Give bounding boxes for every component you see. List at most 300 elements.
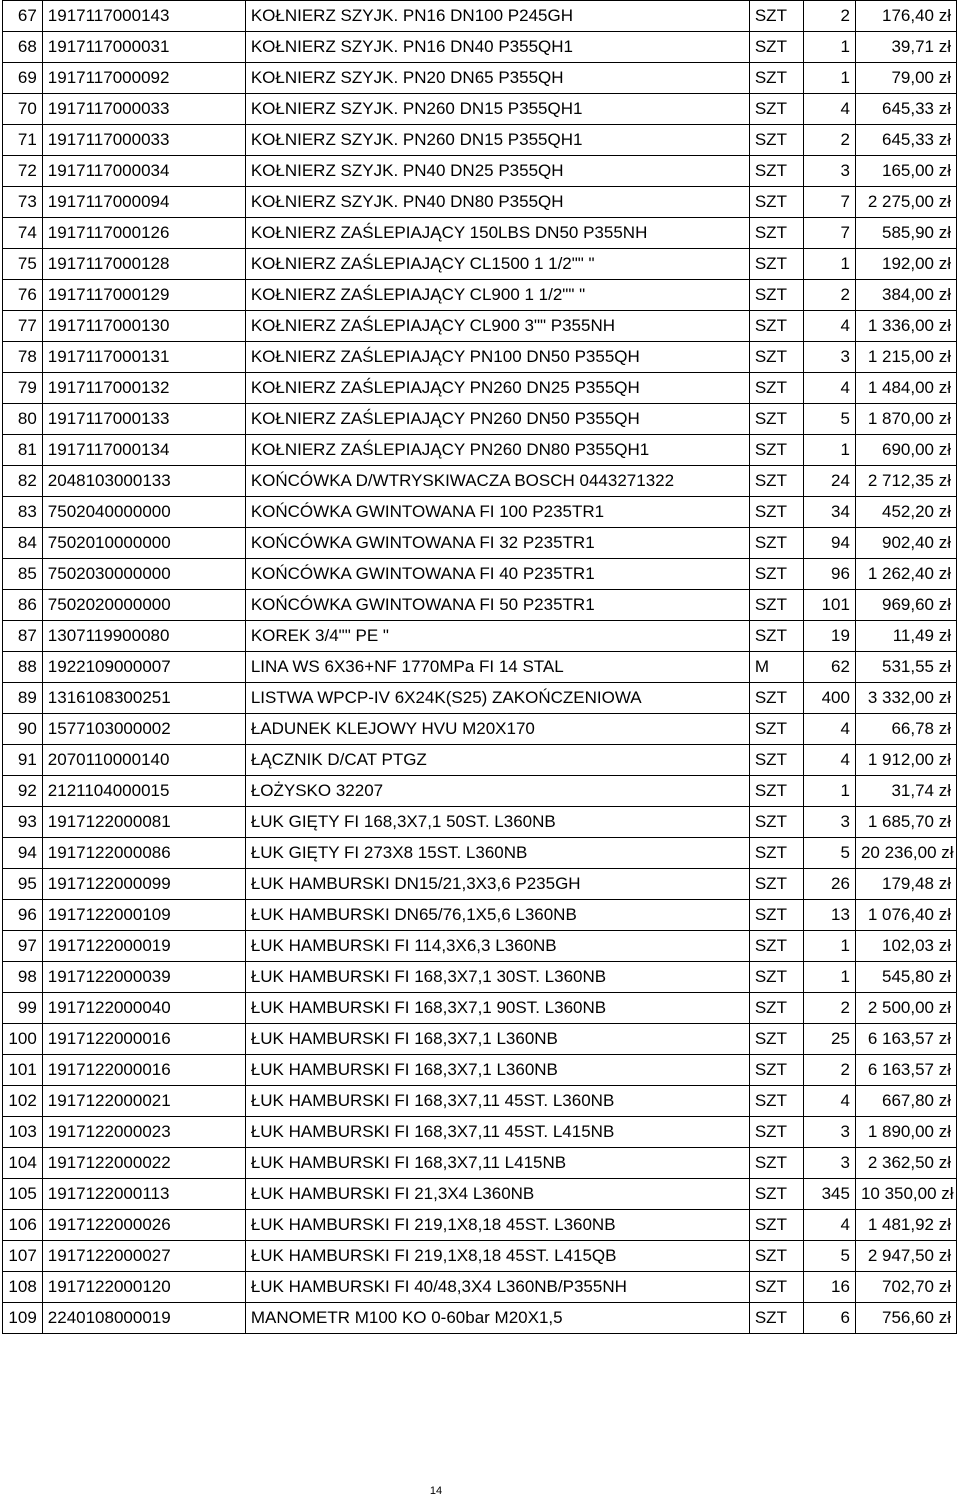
table-row [3,838,957,869]
row-number: 99 [3,993,43,1024]
item-index: 1917122000086 [42,838,245,869]
item-name: KOŃCÓWKA GWINTOWANA FI 32 P235TR1 [245,528,749,559]
table-row [3,714,957,745]
item-name: KOŁNIERZ ZAŚLEPIAJĄCY CL900 3"" P355NH [245,311,749,342]
row-number: 79 [3,373,43,404]
row-number: 98 [3,962,43,993]
row-number: 93 [3,807,43,838]
item-index: 1917122000019 [42,931,245,962]
item-quantity: 34 [803,497,855,528]
item-unit: SZT [749,745,803,776]
row-number: 67 [3,1,43,32]
item-name: ŁĄCZNIK D/CAT PTGZ [245,745,749,776]
item-quantity: 400 [803,683,855,714]
table-row [3,125,957,156]
item-name: KOŃCÓWKA GWINTOWANA FI 50 P235TR1 [245,590,749,621]
table-row [3,1,957,32]
item-quantity: 2 [803,1,855,32]
item-index: 1917122000016 [42,1055,245,1086]
item-name: ŁUK GIĘTY FI 273X8 15ST. L360NB [245,838,749,869]
row-number: 69 [3,63,43,94]
item-quantity: 26 [803,869,855,900]
item-name: KOŁNIERZ SZYJK. PN16 DN100 P245GH [245,1,749,32]
row-number: 108 [3,1272,43,1303]
row-number: 70 [3,94,43,125]
item-index: 1917122000027 [42,1241,245,1272]
table-row [3,1055,957,1086]
item-name: ŁUK HAMBURSKI FI 219,1X8,18 45ST. L360NB [245,1210,749,1241]
item-index: 1307119900080 [42,621,245,652]
item-quantity: 16 [803,1272,855,1303]
item-quantity: 3 [803,1148,855,1179]
item-quantity: 3 [803,156,855,187]
page-number: 14 [429,1485,443,1497]
item-name: KOŁNIERZ ZAŚLEPIAJĄCY CL900 1 1/2"" " [245,280,749,311]
item-unit: SZT [749,435,803,466]
row-number: 73 [3,187,43,218]
row-number: 90 [3,714,43,745]
row-number: 76 [3,280,43,311]
item-name: KOŁNIERZ ZAŚLEPIAJĄCY PN100 DN50 P355QH [245,342,749,373]
item-unit: SZT [749,1272,803,1303]
table-row [3,1117,957,1148]
item-index: 1917117000033 [42,125,245,156]
item-index: 1917117000126 [42,218,245,249]
item-quantity: 3 [803,1117,855,1148]
row-number: 83 [3,497,43,528]
item-unit: SZT [749,559,803,590]
item-price: 1 484,00 zł [855,373,956,404]
row-number: 71 [3,125,43,156]
row-number: 77 [3,311,43,342]
item-unit: M [749,652,803,683]
item-quantity: 7 [803,218,855,249]
item-price: 3 332,00 zł [855,683,956,714]
item-unit: SZT [749,249,803,280]
item-name: KOŁNIERZ SZYJK. PN40 DN80 P355QH [245,187,749,218]
item-index: 1917122000023 [42,1117,245,1148]
table-row [3,497,957,528]
table-row [3,342,957,373]
row-number: 68 [3,32,43,63]
item-name: ŁUK HAMBURSKI FI 21,3X4 L360NB [245,1179,749,1210]
item-price: 2 712,35 zł [855,466,956,497]
item-price: 1 685,70 zł [855,807,956,838]
item-unit: SZT [749,1148,803,1179]
item-index: 7502030000000 [42,559,245,590]
item-price: 2 362,50 zł [855,1148,956,1179]
item-index: 1577103000002 [42,714,245,745]
item-price: 39,71 zł [855,32,956,63]
item-price: 384,00 zł [855,280,956,311]
item-price: 6 163,57 zł [855,1024,956,1055]
item-price: 20 236,00 zł [855,838,956,869]
row-number: 74 [3,218,43,249]
item-name: KOŁNIERZ SZYJK. PN40 DN25 P355QH [245,156,749,187]
item-unit: SZT [749,32,803,63]
item-quantity: 13 [803,900,855,931]
row-number: 92 [3,776,43,807]
item-price: 102,03 zł [855,931,956,962]
item-quantity: 1 [803,32,855,63]
item-quantity: 4 [803,745,855,776]
item-price: 2 500,00 zł [855,993,956,1024]
item-index: 1917117000031 [42,32,245,63]
item-quantity: 5 [803,838,855,869]
item-price: 702,70 zł [855,1272,956,1303]
item-name: ŁUK HAMBURSKI FI 219,1X8,18 45ST. L415QB [245,1241,749,1272]
row-number: 101 [3,1055,43,1086]
item-unit: SZT [749,993,803,1024]
item-name: ŁUK GIĘTY FI 168,3X7,1 50ST. L360NB [245,807,749,838]
item-unit: SZT [749,621,803,652]
item-index: 1917122000040 [42,993,245,1024]
item-quantity: 6 [803,1303,855,1334]
table-row [3,931,957,962]
item-unit: SZT [749,1210,803,1241]
item-name: KOŁNIERZ SZYJK. PN20 DN65 P355QH [245,63,749,94]
row-number: 87 [3,621,43,652]
item-unit: SZT [749,1303,803,1334]
item-unit: SZT [749,528,803,559]
item-price: 902,40 zł [855,528,956,559]
row-number: 102 [3,1086,43,1117]
item-quantity: 1 [803,931,855,962]
item-index: 1917117000143 [42,1,245,32]
item-name: KOŁNIERZ ZAŚLEPIAJĄCY PN260 DN80 P355QH1 [245,435,749,466]
item-index: 1917117000034 [42,156,245,187]
table-row [3,94,957,125]
table-row [3,745,957,776]
item-name: ŁUK HAMBURSKI FI 168,3X7,1 90ST. L360NB [245,993,749,1024]
item-index: 1316108300251 [42,683,245,714]
item-price: 645,33 zł [855,125,956,156]
item-index: 2240108000019 [42,1303,245,1334]
item-unit: SZT [749,1241,803,1272]
item-name: KOŁNIERZ SZYJK. PN16 DN40 P355QH1 [245,32,749,63]
item-unit: SZT [749,931,803,962]
item-price: 1 870,00 zł [855,404,956,435]
table-row [3,1086,957,1117]
table-row [3,652,957,683]
row-number: 89 [3,683,43,714]
row-number: 100 [3,1024,43,1055]
item-name: ŁUK HAMBURSKI FI 40/48,3X4 L360NB/P355NH [245,1272,749,1303]
item-quantity: 4 [803,94,855,125]
item-quantity: 5 [803,1241,855,1272]
item-unit: SZT [749,1086,803,1117]
inventory-table [2,0,957,1334]
item-index: 1917117000128 [42,249,245,280]
item-unit: SZT [749,342,803,373]
item-quantity: 4 [803,1210,855,1241]
item-price: 667,80 zł [855,1086,956,1117]
item-unit: SZT [749,714,803,745]
table-row [3,1210,957,1241]
item-unit: SZT [749,1179,803,1210]
item-name: KOŃCÓWKA GWINTOWANA FI 100 P235TR1 [245,497,749,528]
item-unit: SZT [749,683,803,714]
table-row [3,590,957,621]
item-price: 969,60 zł [855,590,956,621]
item-unit: SZT [749,1024,803,1055]
item-price: 1 912,00 zł [855,745,956,776]
item-price: 66,78 zł [855,714,956,745]
item-name: LISTWA WPCP-IV 6X24K(S25) ZAKOŃCZENIOWA [245,683,749,714]
item-price: 31,74 zł [855,776,956,807]
table-row [3,187,957,218]
item-index: 1917122000109 [42,900,245,931]
item-unit: SZT [749,280,803,311]
row-number: 88 [3,652,43,683]
item-index: 1917117000033 [42,94,245,125]
item-unit: SZT [749,404,803,435]
table-row [3,404,957,435]
item-quantity: 345 [803,1179,855,1210]
item-price: 585,90 zł [855,218,956,249]
row-number: 103 [3,1117,43,1148]
row-number: 85 [3,559,43,590]
row-number: 72 [3,156,43,187]
item-quantity: 24 [803,466,855,497]
item-quantity: 1 [803,776,855,807]
item-index: 1917122000021 [42,1086,245,1117]
item-unit: SZT [749,497,803,528]
item-quantity: 5 [803,404,855,435]
row-number: 109 [3,1303,43,1334]
row-number: 86 [3,590,43,621]
table-row [3,156,957,187]
item-index: 1917122000039 [42,962,245,993]
table-row [3,1024,957,1055]
item-unit: SZT [749,311,803,342]
item-price: 531,55 zł [855,652,956,683]
table-row [3,993,957,1024]
item-name: KOŁNIERZ ZAŚLEPIAJĄCY CL1500 1 1/2"" " [245,249,749,280]
item-name: ŁUK HAMBURSKI FI 168,3X7,1 30ST. L360NB [245,962,749,993]
row-number: 84 [3,528,43,559]
item-quantity: 96 [803,559,855,590]
item-unit: SZT [749,590,803,621]
item-index: 7502020000000 [42,590,245,621]
item-quantity: 4 [803,1086,855,1117]
item-index: 1922109000007 [42,652,245,683]
item-name: ŁUK HAMBURSKI FI 168,3X7,11 45ST. L415NB [245,1117,749,1148]
item-price: 756,60 zł [855,1303,956,1334]
item-price: 176,40 zł [855,1,956,32]
item-quantity: 1 [803,63,855,94]
item-unit: SZT [749,838,803,869]
item-unit: SZT [749,125,803,156]
item-price: 179,48 zł [855,869,956,900]
item-price: 1 215,00 zł [855,342,956,373]
table-row [3,900,957,931]
item-index: 1917117000130 [42,311,245,342]
row-number: 104 [3,1148,43,1179]
item-index: 1917117000129 [42,280,245,311]
item-index: 1917117000132 [42,373,245,404]
table-row [3,32,957,63]
row-number: 97 [3,931,43,962]
item-quantity: 4 [803,373,855,404]
item-price: 79,00 zł [855,63,956,94]
item-quantity: 7 [803,187,855,218]
item-name: MANOMETR M100 KO 0-60bar M20X1,5 [245,1303,749,1334]
item-index: 2048103000133 [42,466,245,497]
item-name: ŁUK HAMBURSKI FI 168,3X7,1 L360NB [245,1024,749,1055]
item-quantity: 19 [803,621,855,652]
item-index: 1917122000081 [42,807,245,838]
item-index: 1917122000099 [42,869,245,900]
item-price: 1 262,40 zł [855,559,956,590]
item-price: 1 890,00 zł [855,1117,956,1148]
table-row [3,218,957,249]
item-unit: SZT [749,466,803,497]
item-unit: SZT [749,63,803,94]
table-row [3,311,957,342]
item-quantity: 2 [803,125,855,156]
table-row [3,1303,957,1334]
row-number: 78 [3,342,43,373]
item-quantity: 3 [803,807,855,838]
item-index: 1917117000134 [42,435,245,466]
item-name: ŁUK HAMBURSKI DN15/21,3X3,6 P235GH [245,869,749,900]
item-quantity: 1 [803,435,855,466]
item-price: 645,33 zł [855,94,956,125]
item-unit: SZT [749,373,803,404]
item-unit: SZT [749,1,803,32]
item-index: 1917117000092 [42,63,245,94]
item-name: ŁUK HAMBURSKI FI 168,3X7,11 45ST. L360NB [245,1086,749,1117]
item-quantity: 2 [803,993,855,1024]
item-name: LINA WS 6X36+NF 1770MPa FI 14 STAL [245,652,749,683]
item-name: KOŁNIERZ SZYJK. PN260 DN15 P355QH1 [245,125,749,156]
item-name: ŁADUNEK KLEJOWY HVU M20X170 [245,714,749,745]
item-quantity: 2 [803,1055,855,1086]
item-name: ŁUK HAMBURSKI DN65/76,1X5,6 L360NB [245,900,749,931]
item-price: 452,20 zł [855,497,956,528]
item-quantity: 4 [803,714,855,745]
row-number: 80 [3,404,43,435]
table-row [3,466,957,497]
item-quantity: 62 [803,652,855,683]
row-number: 75 [3,249,43,280]
table-row [3,807,957,838]
item-price: 690,00 zł [855,435,956,466]
item-price: 1 481,92 zł [855,1210,956,1241]
table-row [3,869,957,900]
item-price: 10 350,00 zł [855,1179,956,1210]
item-quantity: 101 [803,590,855,621]
item-price: 2 275,00 zł [855,187,956,218]
item-index: 1917117000094 [42,187,245,218]
table-row [3,683,957,714]
item-unit: SZT [749,94,803,125]
item-name: ŁUK HAMBURSKI FI 168,3X7,1 L360NB [245,1055,749,1086]
item-index: 1917117000133 [42,404,245,435]
item-name: ŁUK HAMBURSKI FI 114,3X6,3 L360NB [245,931,749,962]
item-name: KOŁNIERZ SZYJK. PN260 DN15 P355QH1 [245,94,749,125]
table-row [3,373,957,404]
item-name: ŁOŻYSKO 32207 [245,776,749,807]
item-name: KOŁNIERZ ZAŚLEPIAJĄCY 150LBS DN50 P355NH [245,218,749,249]
table-row [3,559,957,590]
item-quantity: 2 [803,280,855,311]
item-price: 192,00 zł [855,249,956,280]
item-quantity: 4 [803,311,855,342]
item-unit: SZT [749,776,803,807]
item-unit: SZT [749,1117,803,1148]
item-name: KOŃCÓWKA GWINTOWANA FI 40 P235TR1 [245,559,749,590]
item-index: 1917122000022 [42,1148,245,1179]
item-index: 2070110000140 [42,745,245,776]
table-row [3,63,957,94]
item-unit: SZT [749,1055,803,1086]
table-row [3,280,957,311]
item-unit: SZT [749,218,803,249]
item-index: 2121104000015 [42,776,245,807]
row-number: 95 [3,869,43,900]
item-name: KOREK 3/4"" PE " [245,621,749,652]
row-number: 91 [3,745,43,776]
item-price: 165,00 zł [855,156,956,187]
item-price: 11,49 zł [855,621,956,652]
item-quantity: 1 [803,249,855,280]
row-number: 105 [3,1179,43,1210]
item-price: 1 336,00 zł [855,311,956,342]
item-quantity: 25 [803,1024,855,1055]
item-index: 1917122000016 [42,1024,245,1055]
row-number: 107 [3,1241,43,1272]
table-row [3,1241,957,1272]
table-row [3,1272,957,1303]
table-row [3,962,957,993]
item-price: 1 076,40 zł [855,900,956,931]
item-price: 6 163,57 zł [855,1055,956,1086]
table-row [3,249,957,280]
row-number: 82 [3,466,43,497]
item-unit: SZT [749,807,803,838]
table-row [3,435,957,466]
row-number: 96 [3,900,43,931]
item-index: 7502010000000 [42,528,245,559]
table-row [3,1148,957,1179]
item-quantity: 1 [803,962,855,993]
item-price: 545,80 zł [855,962,956,993]
row-number: 81 [3,435,43,466]
table-row [3,1179,957,1210]
item-unit: SZT [749,187,803,218]
item-name: ŁUK HAMBURSKI FI 168,3X7,11 L415NB [245,1148,749,1179]
item-unit: SZT [749,869,803,900]
item-quantity: 3 [803,342,855,373]
table-row [3,776,957,807]
item-name: KOŁNIERZ ZAŚLEPIAJĄCY PN260 DN25 P355QH [245,373,749,404]
item-index: 1917122000113 [42,1179,245,1210]
item-index: 1917117000131 [42,342,245,373]
item-unit: SZT [749,962,803,993]
row-number: 94 [3,838,43,869]
table-body [3,1,957,1334]
item-index: 1917122000120 [42,1272,245,1303]
item-name: KOŃCÓWKA D/WTRYSKIWACZA BOSCH 0443271322 [245,466,749,497]
row-number: 106 [3,1210,43,1241]
item-price: 2 947,50 zł [855,1241,956,1272]
item-index: 1917122000026 [42,1210,245,1241]
item-quantity: 94 [803,528,855,559]
table-row [3,528,957,559]
table-row [3,621,957,652]
